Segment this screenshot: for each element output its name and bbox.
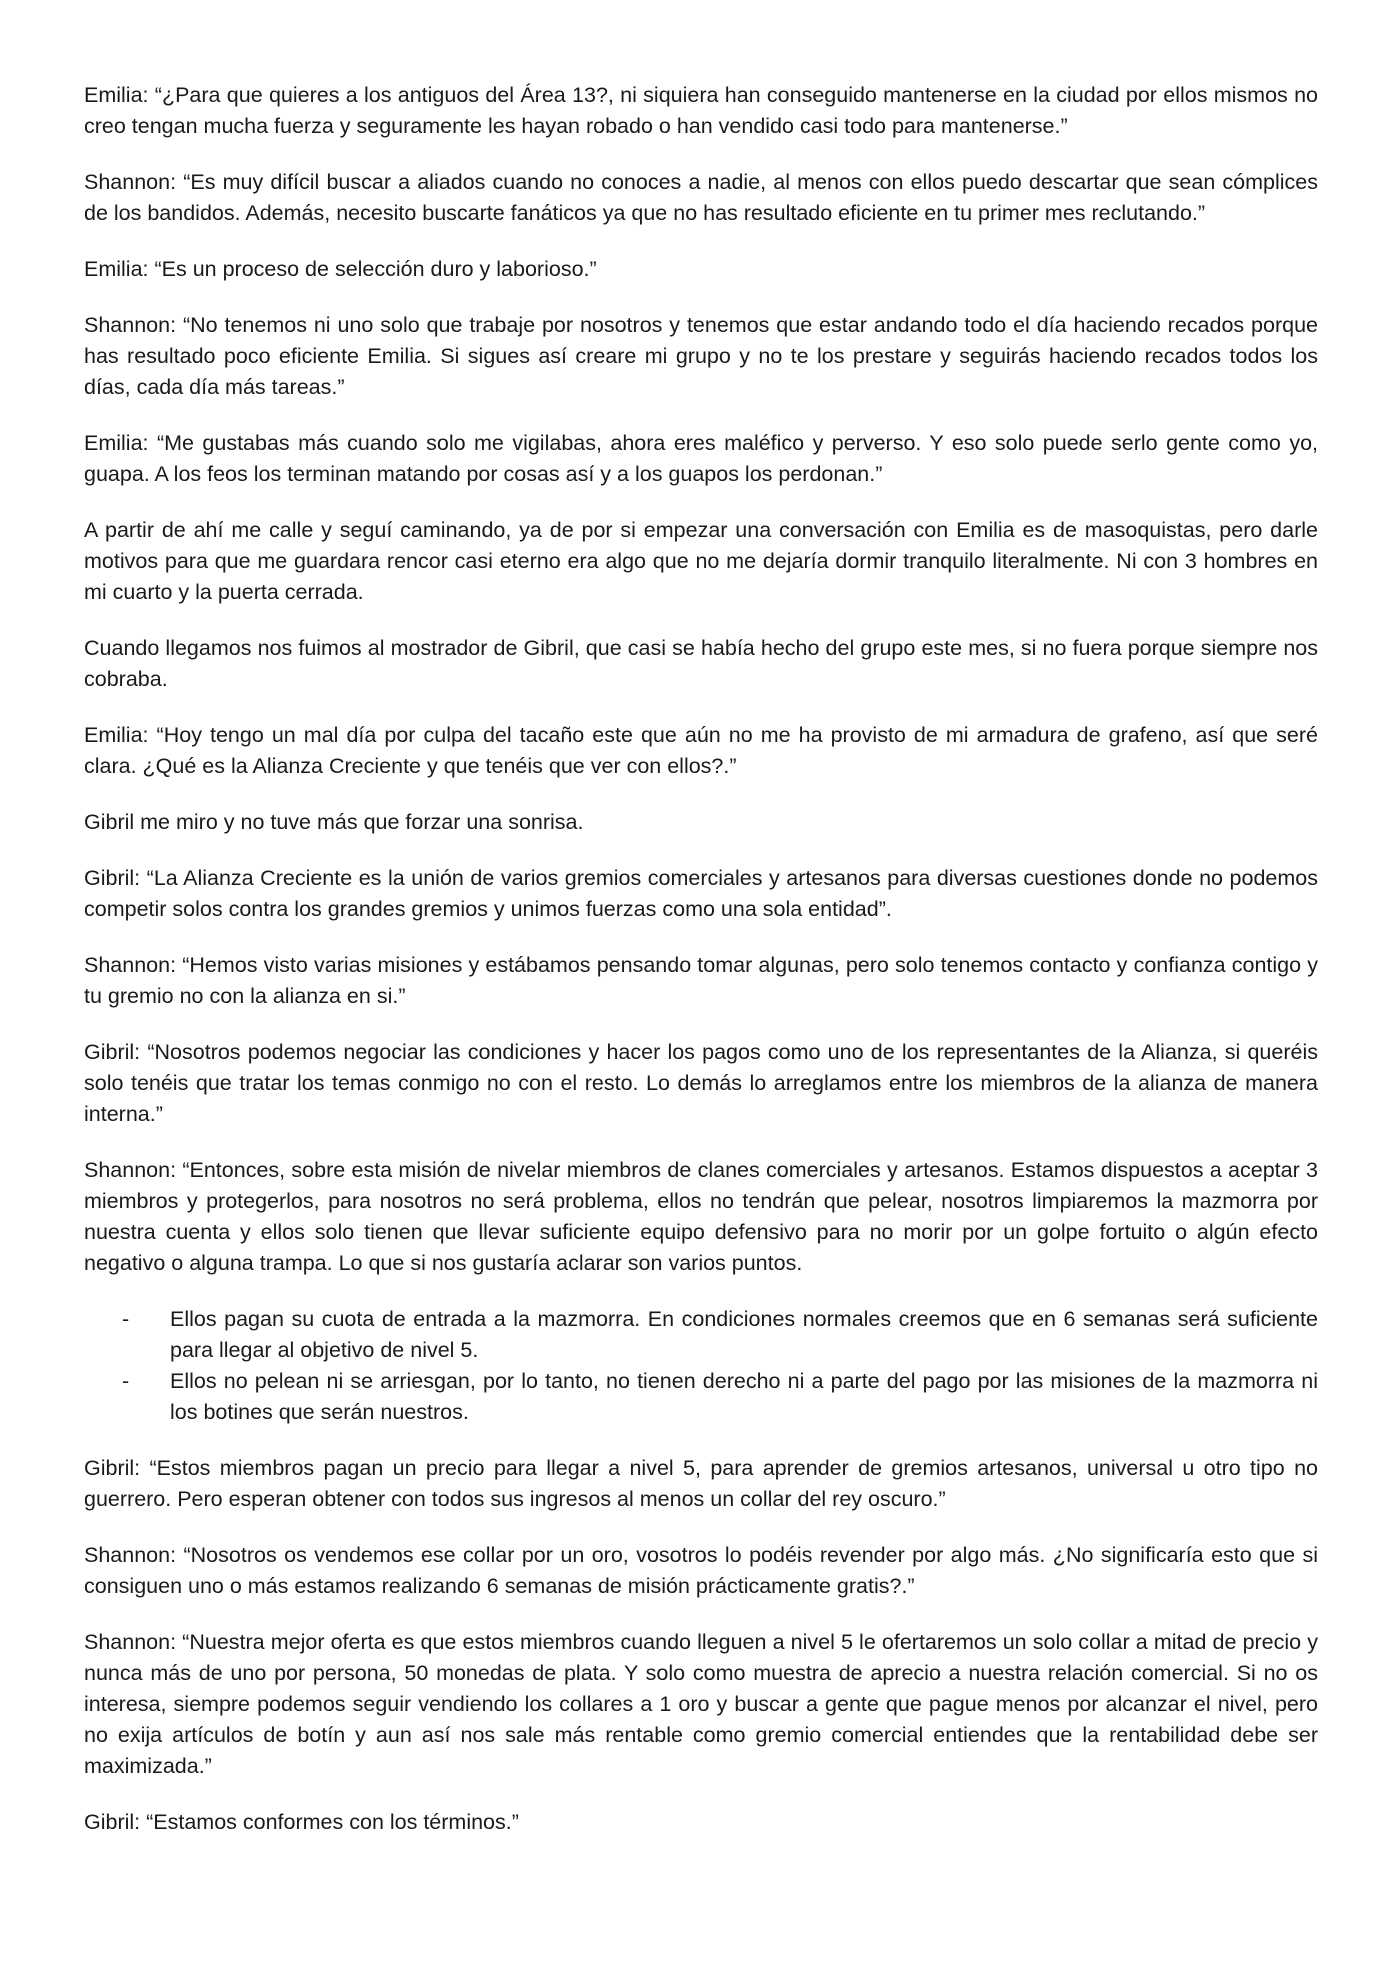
paragraph: Gibril me miro y no tuve más que forzar una sonrisa. xyxy=(84,810,584,834)
bullet-list xyxy=(84,1304,1318,1428)
paragraph: A partir de ahí me calle y seguí caminando, ya de por si empezar una conversación con Emilia es de masoquistas, pero darle motivos para que me guardara rencor casi eterno era algo que no me dejaría dormir tranquilo literalmente. Ni con 3 hombres en mi cuarto y la puerta cerrada. xyxy=(84,518,1318,604)
paragraph: Cuando llegamos nos fuimos al mostrador de Gibril, que casi se había hecho del grupo este mes, si no fuera porque siempre nos cobraba. xyxy=(84,636,1318,691)
bullet-item xyxy=(84,1366,1318,1428)
paragraph: Emilia: “¿Para que quieres a los antiguos del Área 13?, ni siquiera han conseguido mantenerse en la ciudad por ellos mismos no creo tengan mucha fuerza y seguramente les hayan robado o han vendido casi todo para mantenerse.” xyxy=(84,83,1318,138)
paragraph: Shannon: “Entonces, sobre esta misión de nivelar miembros de clanes comerciales y artesanos. Estamos dispuestos a aceptar 3 miembros y protegerlos, para nosotros no será problema, ellos no tendrán que pelear, nosotros limpiaremos la mazmorra por nuestra cuenta y ellos solo tienen que llevar suficiente equipo defensivo para no morir por un golpe fortuito o algún efecto negativo o alguna trampa. Lo que si nos gustaría aclarar son varios puntos. xyxy=(84,1158,1318,1275)
paragraph: Gibril: “Nosotros podemos negociar las condiciones y hacer los pagos como uno de los representantes de la Alianza, si queréis solo tenéis que tratar los temas conmigo no con el resto. Lo demás lo arreglamos entre los miembros de la alianza de manera interna.” xyxy=(84,1040,1318,1126)
bullet-text: Ellos no pelean ni se arriesgan, por lo tanto, no tienen derecho ni a parte del pago por las misiones de la mazmorra ni los botines que serán nuestros. xyxy=(170,1369,1318,1424)
document-page xyxy=(84,80,1318,1863)
paragraph: Gibril: “Estamos conformes con los términos.” xyxy=(84,1810,519,1834)
paragraph: Emilia: “Hoy tengo un mal día por culpa del tacaño este que aún no me ha provisto de mi armadura de grafeno, así que seré clara. ¿Qué es la Alianza Creciente y que tenéis que ver con ellos?.” xyxy=(84,723,1318,778)
bullet-item xyxy=(84,1304,1318,1366)
bullet-text: Ellos pagan su cuota de entrada a la mazmorra. En condiciones normales creemos que en 6 semanas será suficiente para llegar al objetivo de nivel 5. xyxy=(170,1307,1318,1362)
paragraph: Shannon: “Nuestra mejor oferta es que estos miembros cuando lleguen a nivel 5 le ofertaremos un solo collar a mitad de precio y nunca más de uno por persona, 50 monedas de plata. Y solo como muestra de aprecio a nuestra relación comercial. Si no os interesa, siempre podemos seguir vendiendo los collares a 1 oro y buscar a gente que pague menos por alcanzar el nivel, pero no exija artículos de botín y aun así nos sale más rentable como gremio comercial entiendes que la rentabilidad debe ser maximizada.” xyxy=(84,1630,1318,1778)
paragraph: Shannon: “Nosotros os vendemos ese collar por un oro, vosotros lo podéis revender por algo más. ¿No significaría esto que si consiguen uno o más estamos realizando 6 semanas de misión prácticamente gratis?.” xyxy=(84,1543,1318,1598)
paragraph: Emilia: “Es un proceso de selección duro y laborioso.” xyxy=(84,257,597,281)
paragraph: Gibril: “Estos miembros pagan un precio para llegar a nivel 5, para aprender de gremios artesanos, universal u otro tipo no guerrero. Pero esperan obtener con todos sus ingresos al menos un collar del rey oscuro.” xyxy=(84,1456,1318,1511)
paragraph: Emilia: “Me gustabas más cuando solo me vigilabas, ahora eres maléfico y perverso. Y eso solo puede serlo gente como yo, guapa. A los feos los terminan matando por cosas así y a los guapos los perdonan.” xyxy=(84,431,1318,486)
paragraph: Shannon: “Es muy difícil buscar a aliados cuando no conoces a nadie, al menos con ellos puedo descartar que sean cómplices de los bandidos. Además, necesito buscarte fanáticos ya que no has resultado eficiente en tu primer mes reclutando.” xyxy=(84,170,1318,225)
bullet-dash: - xyxy=(122,1307,130,1331)
paragraph: Shannon: “No tenemos ni uno solo que trabaje por nosotros y tenemos que estar andando todo el día haciendo recados porque has resultado poco eficiente Emilia. Si sigues así creare mi grupo y no te los prestare y seguirás haciendo recados todos los días, cada día más tareas.” xyxy=(84,313,1318,399)
bullet-dash: - xyxy=(122,1369,130,1393)
paragraph: Gibril: “La Alianza Creciente es la unión de varios gremios comerciales y artesanos para diversas cuestiones donde no podemos competir solos contra los grandes gremios y unimos fuerzas como una sola entidad”. xyxy=(84,866,1318,921)
paragraph: Shannon: “Hemos visto varias misiones y estábamos pensando tomar algunas, pero solo tenemos contacto y confianza contigo y tu gremio no con la alianza en si.” xyxy=(84,953,1318,1008)
